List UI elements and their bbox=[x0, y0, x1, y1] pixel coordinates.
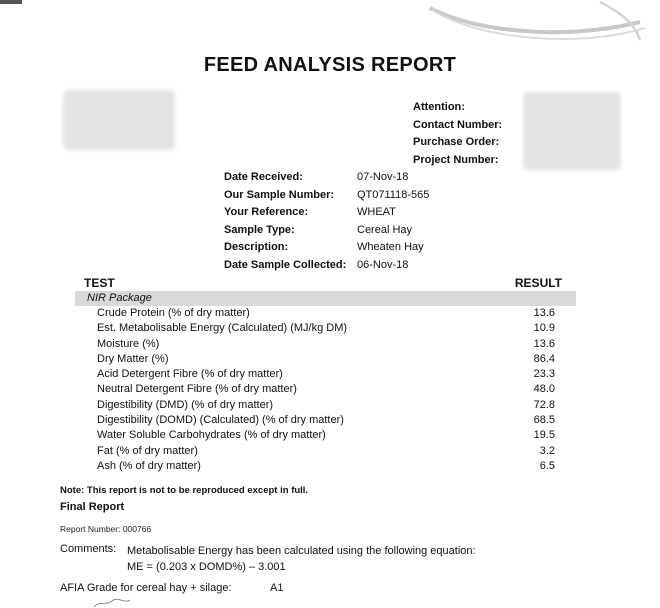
test-result: 3.2 bbox=[539, 444, 555, 457]
sample-info-value: WHEAT bbox=[357, 206, 396, 218]
sample-info-row bbox=[224, 239, 429, 257]
test-name: Digestibility (DOMD) (Calculated) (% of dry matter) bbox=[97, 414, 344, 427]
afia-grade-label: AFIA Grade for cereal hay + silage: bbox=[60, 582, 232, 594]
test-result: 72.8 bbox=[533, 398, 555, 411]
sample-info-label: Sample Type: bbox=[224, 223, 295, 236]
test-result: 23.3 bbox=[533, 368, 555, 381]
section-label: NIR Package bbox=[87, 292, 152, 304]
purchase-order-label: Purchase Order: bbox=[413, 136, 500, 148]
redacted-address-left bbox=[63, 90, 175, 150]
sample-info-row bbox=[224, 204, 429, 222]
test-column-header: TEST bbox=[84, 276, 115, 290]
test-result: 6.5 bbox=[539, 459, 555, 472]
sample-info-label: Our Sample Number: bbox=[224, 188, 335, 201]
project-number-label: Project Number: bbox=[413, 153, 499, 166]
signature-icon bbox=[92, 598, 132, 608]
sample-info-value: QT071118-565 bbox=[357, 188, 430, 201]
test-result: 48.0 bbox=[533, 383, 555, 396]
sample-info-row bbox=[224, 257, 429, 275]
final-report-label: Final Report bbox=[60, 501, 125, 513]
test-name: Crude Protein (% of dry matter) bbox=[97, 307, 250, 319]
sample-info-label: Date Sample Collected: bbox=[224, 258, 347, 271]
attention-label: Attention: bbox=[413, 101, 465, 113]
table-row bbox=[97, 321, 555, 336]
sample-info-row bbox=[224, 222, 429, 240]
test-name: Digestibility (DMD) (% of dry matter) bbox=[97, 398, 274, 411]
sample-info-row bbox=[224, 169, 429, 187]
table-row bbox=[97, 398, 555, 413]
test-name: Moisture (%) bbox=[97, 337, 160, 350]
sample-info-row bbox=[224, 187, 429, 205]
table-row bbox=[97, 413, 555, 428]
table-row bbox=[97, 337, 555, 352]
nir-package-section bbox=[75, 291, 576, 306]
me-equation: ME = (0.203 x DOMD%) – 3.001 bbox=[127, 561, 286, 573]
test-result: 10.9 bbox=[533, 322, 555, 335]
sample-info-label: Date Received: bbox=[224, 171, 303, 183]
table-row bbox=[97, 444, 555, 459]
test-name: Neutral Detergent Fibre (% of dry matter) bbox=[97, 383, 297, 396]
table-row bbox=[97, 428, 555, 443]
comments-label: Comments: bbox=[60, 543, 117, 555]
sample-info bbox=[224, 169, 429, 274]
test-result: 68.5 bbox=[533, 414, 555, 427]
table-row bbox=[97, 352, 555, 367]
test-result: 19.5 bbox=[533, 429, 555, 442]
sample-info-value: Wheaten Hay bbox=[357, 241, 424, 253]
report-title: FEED ANALYSIS REPORT bbox=[203, 54, 457, 76]
test-result: 86.4 bbox=[533, 352, 555, 365]
redacted-address-right bbox=[523, 92, 621, 170]
test-result: 13.6 bbox=[533, 337, 555, 350]
test-name: Dry Matter (%) bbox=[97, 352, 169, 365]
test-name: Fat (% of dry matter) bbox=[97, 444, 198, 457]
swoosh-logo-icon bbox=[0, 0, 660, 60]
sample-info-value: 06-Nov-18 bbox=[357, 258, 409, 271]
table-row bbox=[97, 382, 555, 397]
reproduction-note: Note: This report is not to be reproduced except in full. bbox=[60, 485, 309, 496]
comments-text bbox=[127, 543, 527, 575]
test-name: Ash (% of dry matter) bbox=[97, 459, 201, 472]
table-row bbox=[97, 459, 555, 474]
test-name: Est. Metabolisable Energy (Calculated) (MJ/kg DM) bbox=[97, 322, 348, 335]
sample-info-value: 07-Nov-18 bbox=[357, 171, 409, 183]
result-column-header: RESULT bbox=[514, 276, 562, 290]
test-name: Water Soluble Carbohydrates (% of dry matter) bbox=[97, 429, 326, 442]
report-number: Report Number: 000766 bbox=[60, 524, 152, 534]
table-row bbox=[97, 306, 555, 321]
sample-info-label: Your Reference: bbox=[224, 206, 309, 218]
afia-grade-value: A1 bbox=[270, 582, 284, 594]
contact-number-label: Contact Number: bbox=[413, 118, 503, 131]
contact-block bbox=[413, 99, 502, 169]
sample-info-label: Description: bbox=[224, 241, 289, 253]
sample-info-value: Cereal Hay bbox=[357, 223, 413, 236]
test-result: 13.6 bbox=[533, 307, 555, 319]
test-name: Acid Detergent Fibre (% of dry matter) bbox=[97, 368, 283, 381]
results-list bbox=[97, 306, 555, 474]
results-header bbox=[84, 276, 562, 291]
comments-line: Metabolisable Energy has been calculated using the following equation: bbox=[127, 545, 476, 557]
table-row bbox=[97, 367, 555, 382]
